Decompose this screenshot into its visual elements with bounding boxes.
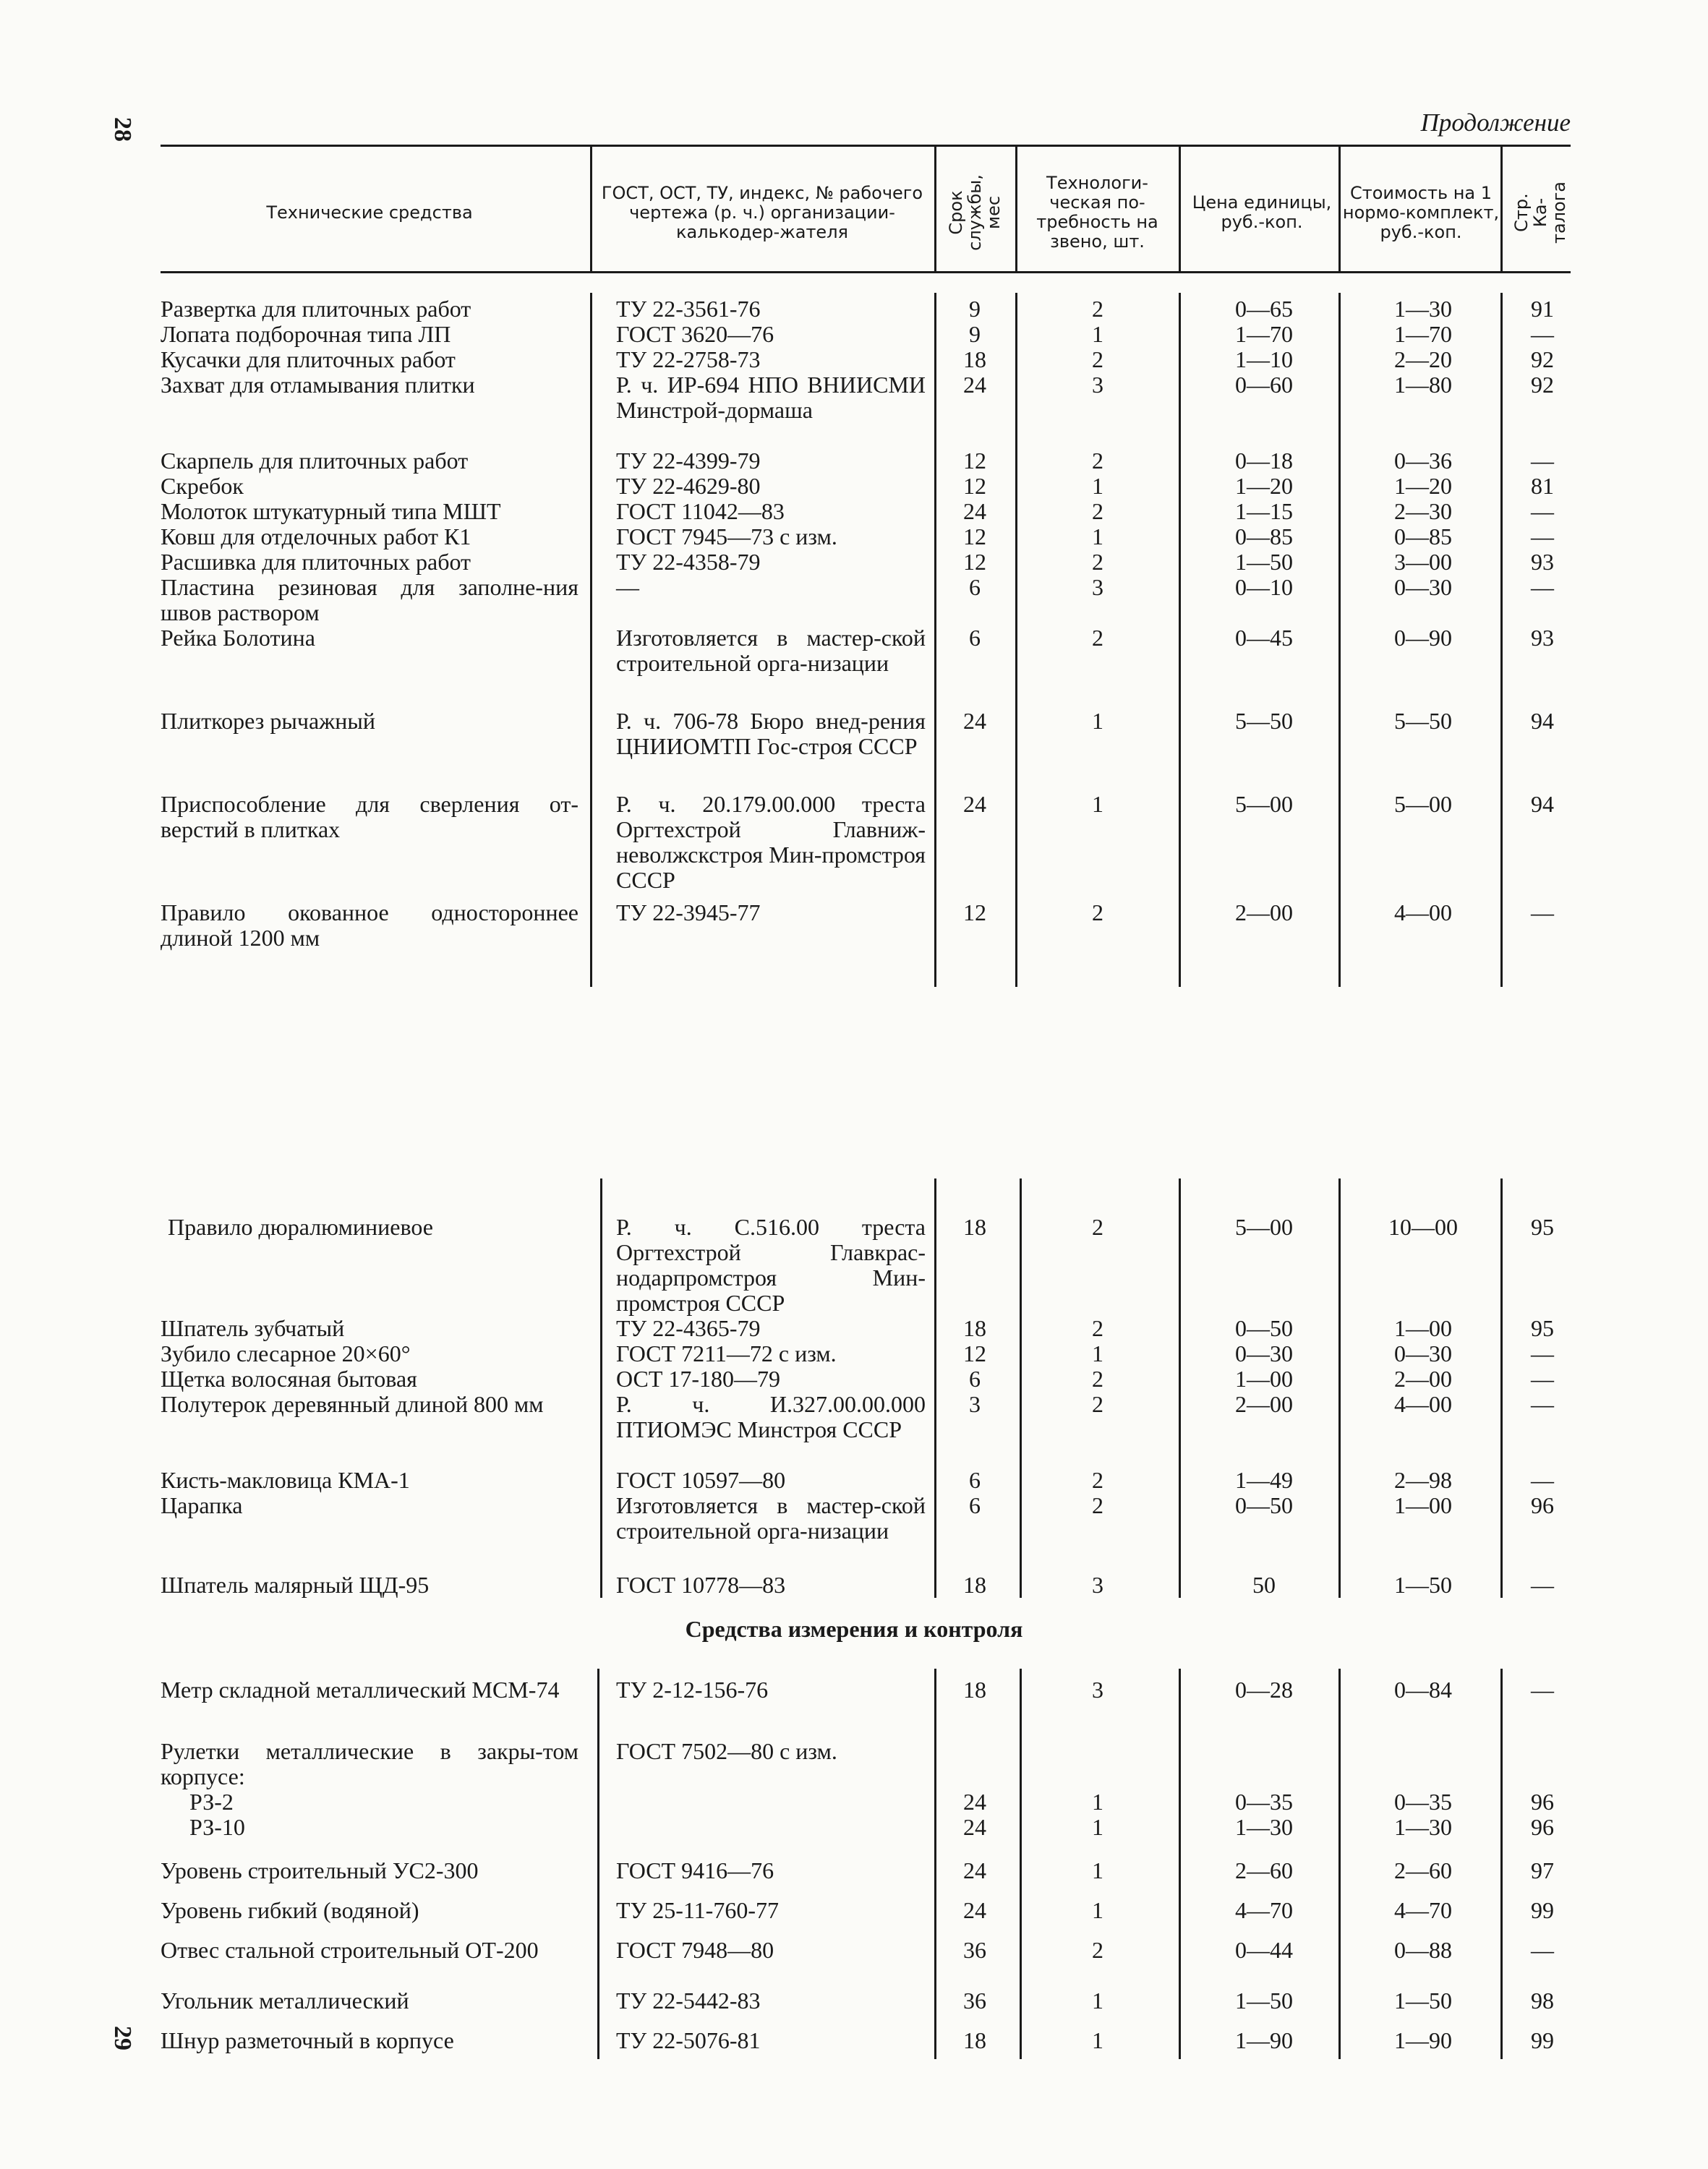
row-price: 1—49 xyxy=(1235,1467,1293,1493)
row-gost: ТУ 22-3561-76 xyxy=(616,296,761,322)
col-sep xyxy=(1338,1669,1341,2059)
row-name: РЗ-10 xyxy=(189,1814,245,1840)
row-price: 0—44 xyxy=(1235,1937,1293,1963)
row-name: Шпатель зубчатый xyxy=(161,1315,345,1341)
row-price: 0—60 xyxy=(1235,372,1293,398)
row-name: Шпатель малярный ЩД-95 xyxy=(161,1572,430,1598)
row-life: 9 xyxy=(969,296,981,322)
row-gost: — xyxy=(616,574,639,600)
row-gost: ТУ 22-4365-79 xyxy=(616,1315,761,1341)
row-price: 0—10 xyxy=(1235,574,1293,600)
row-need: 2 xyxy=(1092,498,1103,524)
row-page: 96 xyxy=(1531,1492,1554,1518)
row-name: Угольник металлический xyxy=(161,1988,409,2014)
row-page: 94 xyxy=(1531,708,1554,734)
row-page: 92 xyxy=(1531,372,1554,398)
row-page: 97 xyxy=(1531,1857,1554,1883)
row-gost: ТУ 22-2758-73 xyxy=(616,346,761,372)
row-name: Развертка для плиточных работ xyxy=(161,296,471,322)
row-page: 99 xyxy=(1531,2027,1554,2053)
row-price: 2—00 xyxy=(1235,899,1293,925)
row-page: 81 xyxy=(1531,473,1554,499)
row-name: Рейка Болотина xyxy=(161,625,315,651)
row-page: — xyxy=(1531,448,1554,474)
row-price: 50 xyxy=(1252,1572,1276,1598)
row-name: Шнур разметочный в корпусе xyxy=(161,2027,454,2053)
row-life: 18 xyxy=(963,2027,986,2053)
row-need: 1 xyxy=(1092,523,1103,549)
row-gost: Р. ч. 706-78 Бюро внед-рения ЦНИИОМТП Гос-строя СССР xyxy=(616,708,926,759)
row-gost: ГОСТ 7948—80 xyxy=(616,1937,774,1963)
section-title-measurement: Средства измерения и контроля xyxy=(685,1616,1023,1642)
col-sep xyxy=(934,293,936,987)
row-name: Уровень гибкий (водяной) xyxy=(161,1897,419,1923)
row-need: 1 xyxy=(1092,1814,1103,1840)
row-cost: 1—20 xyxy=(1394,473,1452,499)
row-life: 6 xyxy=(969,1467,981,1493)
row-price: 1—50 xyxy=(1235,1988,1293,2014)
col-sep xyxy=(934,1178,936,1598)
row-gost: ТУ 22-5442-83 xyxy=(616,1988,761,2014)
row-need: 2 xyxy=(1092,1315,1103,1341)
col-sep xyxy=(934,147,936,271)
row-cost: 1—30 xyxy=(1394,296,1452,322)
row-need: 2 xyxy=(1092,1391,1103,1417)
row-page: — xyxy=(1531,1340,1554,1366)
row-price: 1—10 xyxy=(1235,346,1293,372)
row-cost: 4—00 xyxy=(1394,899,1452,925)
row-need: 2 xyxy=(1092,1467,1103,1493)
col-sep xyxy=(1179,1669,1181,2059)
row-gost: ТУ 22-4399-79 xyxy=(616,448,761,474)
row-page: 93 xyxy=(1531,625,1554,651)
row-price: 0—45 xyxy=(1235,625,1293,651)
row-name: Полутерок деревянный длиной 800 мм xyxy=(161,1391,544,1417)
row-gost: ГОСТ 7211—72 с изм. xyxy=(616,1340,837,1366)
row-page: — xyxy=(1531,321,1554,347)
row-price: 5—00 xyxy=(1235,1214,1293,1240)
row-gost: ТУ 22-4358-79 xyxy=(616,549,761,575)
row-price: 1—00 xyxy=(1235,1366,1293,1392)
row-life: 24 xyxy=(963,1814,986,1840)
row-life: 24 xyxy=(963,791,986,817)
row-life: 18 xyxy=(963,1214,986,1240)
row-name: Царапка xyxy=(161,1492,243,1518)
row-cost: 5—50 xyxy=(1394,708,1452,734)
row-cost: 5—00 xyxy=(1394,791,1452,817)
row-price: 1—90 xyxy=(1235,2027,1293,2053)
row-price: 0—65 xyxy=(1235,296,1293,322)
row-name: Скарпель для плиточных работ xyxy=(161,448,469,474)
row-page: 95 xyxy=(1531,1214,1554,1240)
row-price: 2—60 xyxy=(1235,1857,1293,1883)
row-cost: 0—85 xyxy=(1394,523,1452,549)
row-life: 12 xyxy=(963,523,986,549)
col-sep xyxy=(1500,293,1503,987)
row-page: 95 xyxy=(1531,1315,1554,1341)
header-price: Цена единицы, руб.-коп. xyxy=(1192,192,1332,232)
page-number-bottom: 29 xyxy=(109,2026,136,2050)
row-gost: Р. ч. ИР-694 НПО ВНИИСМИ Минстрой-дормаша xyxy=(616,372,926,423)
row-cost: 0—35 xyxy=(1394,1789,1452,1815)
row-cost: 1—80 xyxy=(1394,372,1452,398)
row-page: 93 xyxy=(1531,549,1554,575)
row-gost: ГОСТ 7502—80 с изм. xyxy=(616,1738,837,1764)
col-sep xyxy=(600,1178,602,1598)
row-name: Захват для отламывания плитки xyxy=(161,372,475,398)
row-name: РЗ-2 xyxy=(189,1789,234,1815)
row-life: 12 xyxy=(963,899,986,925)
header-life: Срок службы, мес xyxy=(946,174,1004,251)
row-page: 92 xyxy=(1531,346,1554,372)
row-cost: 2—60 xyxy=(1394,1857,1452,1883)
row-need: 2 xyxy=(1092,1366,1103,1392)
row-name: Щетка волосяная бытовая xyxy=(161,1366,417,1392)
col-sep xyxy=(590,147,592,271)
row-name: Лопата подборочная типа ЛП xyxy=(161,321,451,347)
header-page: Стр. Ка-талога xyxy=(1511,181,1569,244)
row-price: 0—50 xyxy=(1235,1315,1293,1341)
row-need: 3 xyxy=(1092,574,1103,600)
col-sep xyxy=(1500,1669,1503,2059)
row-price: 0—35 xyxy=(1235,1789,1293,1815)
row-gost: ГОСТ 11042—83 xyxy=(616,498,785,524)
row-page: 94 xyxy=(1531,791,1554,817)
row-page: 96 xyxy=(1531,1789,1554,1815)
row-price: 1—50 xyxy=(1235,549,1293,575)
row-gost: ТУ 22-4629-80 xyxy=(616,473,761,499)
row-life: 24 xyxy=(963,372,986,398)
row-need: 1 xyxy=(1092,1897,1103,1923)
col-sep xyxy=(1179,147,1181,271)
row-cost: 4—00 xyxy=(1394,1391,1452,1417)
row-price: 0—18 xyxy=(1235,448,1293,474)
row-page: — xyxy=(1531,899,1554,925)
row-name: Ковш для отделочных работ К1 xyxy=(161,523,471,549)
row-gost: ГОСТ 3620—76 xyxy=(616,321,774,347)
row-cost: 1—50 xyxy=(1394,1988,1452,2014)
row-gost: ОСТ 17-180—79 xyxy=(616,1366,781,1392)
row-cost: 0—30 xyxy=(1394,574,1452,600)
row-name: Правило дюралюминиевое xyxy=(168,1214,433,1240)
row-need: 2 xyxy=(1092,1214,1103,1240)
row-name: Приспособление для сверления от-верстий в плитках xyxy=(161,791,578,842)
row-name: Плиткорез рычажный xyxy=(161,708,375,734)
col-sep xyxy=(1020,1178,1022,1598)
row-cost: 10—00 xyxy=(1388,1214,1458,1240)
row-name: Кусачки для плиточных работ xyxy=(161,346,456,372)
row-life: 6 xyxy=(969,625,981,651)
page-number-top: 28 xyxy=(109,117,136,142)
col-sep xyxy=(1179,1178,1181,1598)
row-gost: Изготовляется в мастер-ской строительной орга-низации xyxy=(616,625,926,676)
row-gost: ГОСТ 9416—76 xyxy=(616,1857,774,1883)
col-sep xyxy=(1500,1178,1503,1598)
row-cost: 1—90 xyxy=(1394,2027,1452,2053)
row-price: 0—50 xyxy=(1235,1492,1293,1518)
row-life: 6 xyxy=(969,1492,981,1518)
row-need: 1 xyxy=(1092,1988,1103,2014)
row-gost: ТУ 25-11-760-77 xyxy=(616,1897,779,1923)
row-need: 1 xyxy=(1092,791,1103,817)
row-cost: 2—30 xyxy=(1394,498,1452,524)
row-page: 96 xyxy=(1531,1814,1554,1840)
row-life: 12 xyxy=(963,448,986,474)
row-price: 2—00 xyxy=(1235,1391,1293,1417)
row-need: 1 xyxy=(1092,2027,1103,2053)
row-need: 1 xyxy=(1092,321,1103,347)
row-life: 24 xyxy=(963,1897,986,1923)
row-life: 18 xyxy=(963,1315,986,1341)
row-need: 1 xyxy=(1092,1789,1103,1815)
row-life: 24 xyxy=(963,1857,986,1883)
row-page: — xyxy=(1531,1391,1554,1417)
row-page: — xyxy=(1531,498,1554,524)
row-name: Правило окованное одностороннее длиной 1200 мм xyxy=(161,899,578,951)
col-sep xyxy=(597,1669,599,2059)
row-page: 91 xyxy=(1531,296,1554,322)
header-bottom-rule xyxy=(161,271,1571,273)
row-gost: ТУ 2-12-156-76 xyxy=(616,1677,769,1703)
row-cost: 1—00 xyxy=(1394,1315,1452,1341)
row-need: 2 xyxy=(1092,1937,1103,1963)
row-cost: 0—88 xyxy=(1394,1937,1452,1963)
row-gost: Р. ч. С.516.00 треста Оргтехстрой Главкрас-нодарпромстроя Мин-промстроя СССР xyxy=(616,1214,926,1316)
row-gost: Изготовляется в мастер-ской строительной орга-низации xyxy=(616,1492,926,1544)
row-gost: ГОСТ 10778—83 xyxy=(616,1572,786,1598)
row-need: 2 xyxy=(1092,625,1103,651)
col-sep xyxy=(590,293,592,987)
row-gost: ТУ 22-3945-77 xyxy=(616,899,761,925)
row-need: 2 xyxy=(1092,296,1103,322)
row-cost: 1—00 xyxy=(1394,1492,1452,1518)
row-need: 1 xyxy=(1092,1340,1103,1366)
col-sep xyxy=(1338,147,1341,271)
row-gost: ГОСТ 10597—80 xyxy=(616,1467,786,1493)
row-page: — xyxy=(1531,1467,1554,1493)
row-price: 1—70 xyxy=(1235,321,1293,347)
continuation-label: Продолжение xyxy=(1420,108,1571,137)
row-life: 24 xyxy=(963,708,986,734)
row-life: 18 xyxy=(963,346,986,372)
row-cost: 3—00 xyxy=(1394,549,1452,575)
row-cost: 0—90 xyxy=(1394,625,1452,651)
row-life: 36 xyxy=(963,1937,986,1963)
header-gost: ГОСТ, ОСТ, ТУ, индекс, № рабочего чертежа (р. ч.) организации-калькодер-жателя xyxy=(601,182,923,242)
row-life: 12 xyxy=(963,549,986,575)
row-cost: 1—70 xyxy=(1394,321,1452,347)
table-top-rule xyxy=(161,145,1571,147)
header-tools: Технические средства xyxy=(266,202,473,223)
row-gost: ТУ 22-5076-81 xyxy=(616,2027,761,2053)
row-life: 9 xyxy=(969,321,981,347)
row-cost: 4—70 xyxy=(1394,1897,1452,1923)
row-gost: ГОСТ 7945—73 с изм. xyxy=(616,523,837,549)
header-need: Технологи-ческая по-требность на звено, шт. xyxy=(1036,173,1158,252)
row-need: 1 xyxy=(1092,473,1103,499)
row-need: 2 xyxy=(1092,346,1103,372)
row-price: 1—30 xyxy=(1235,1814,1293,1840)
header-cost: Стоимость на 1 нормо-комплект, руб.-коп. xyxy=(1342,182,1500,242)
row-life: 24 xyxy=(963,498,986,524)
col-sep xyxy=(934,1669,936,2059)
row-page: — xyxy=(1531,523,1554,549)
row-price: 5—50 xyxy=(1235,708,1293,734)
row-price: 1—20 xyxy=(1235,473,1293,499)
col-sep xyxy=(1020,1669,1022,2059)
row-need: 3 xyxy=(1092,1572,1103,1598)
row-life: 3 xyxy=(969,1391,981,1417)
row-page: 99 xyxy=(1531,1897,1554,1923)
row-gost: Р. ч. 20.179.00.000 треста Оргтехстрой Главниж-неволжскстроя Мин-промстроя СССР xyxy=(616,791,926,893)
row-life: 6 xyxy=(969,1366,981,1392)
row-life: 18 xyxy=(963,1677,986,1703)
row-need: 1 xyxy=(1092,1857,1103,1883)
row-page: — xyxy=(1531,1572,1554,1598)
row-life: 36 xyxy=(963,1988,986,2014)
row-page: — xyxy=(1531,1677,1554,1703)
row-need: 2 xyxy=(1092,448,1103,474)
row-price: 1—15 xyxy=(1235,498,1293,524)
row-name: Расшивка для плиточных работ xyxy=(161,549,471,575)
row-cost: 2—98 xyxy=(1394,1467,1452,1493)
row-cost: 2—00 xyxy=(1394,1366,1452,1392)
row-page: 98 xyxy=(1531,1988,1554,2014)
row-need: 2 xyxy=(1092,1492,1103,1518)
row-cost: 2—20 xyxy=(1394,346,1452,372)
col-sep xyxy=(1179,293,1181,987)
col-sep xyxy=(1338,293,1341,987)
row-name: Рулетки металлические в закры-том корпусе: xyxy=(161,1738,578,1789)
row-name: Пластина резиновая для заполне-ния швов раствором xyxy=(161,574,578,625)
row-name: Уровень строительный УС2-300 xyxy=(161,1857,479,1883)
row-cost: 1—50 xyxy=(1394,1572,1452,1598)
col-sep xyxy=(1015,147,1017,271)
row-page: — xyxy=(1531,1366,1554,1392)
row-life: 6 xyxy=(969,574,981,600)
row-need: 2 xyxy=(1092,549,1103,575)
row-name: Кисть-макловица КМА-1 xyxy=(161,1467,410,1493)
row-cost: 1—30 xyxy=(1394,1814,1452,1840)
row-need: 3 xyxy=(1092,372,1103,398)
col-sep xyxy=(1015,293,1017,987)
row-price: 0—30 xyxy=(1235,1340,1293,1366)
row-name: Метр складной металлический МСМ-74 xyxy=(161,1677,560,1703)
row-price: 4—70 xyxy=(1235,1897,1293,1923)
row-life: 12 xyxy=(963,1340,986,1366)
row-need: 1 xyxy=(1092,708,1103,734)
row-price: 0—85 xyxy=(1235,523,1293,549)
row-need: 3 xyxy=(1092,1677,1103,1703)
row-name: Зубило слесарное 20×60° xyxy=(161,1340,411,1366)
col-sep xyxy=(1338,1178,1341,1598)
row-name: Скребок xyxy=(161,473,244,499)
row-gost: Р. ч. И.327.00.00.000 ПТИОМЭС Минстроя СССР xyxy=(616,1391,926,1442)
row-price: 5—00 xyxy=(1235,791,1293,817)
row-life: 18 xyxy=(963,1572,986,1598)
row-cost: 0—30 xyxy=(1394,1340,1452,1366)
row-name: Молоток штукатурный типа МШТ xyxy=(161,498,501,524)
row-name: Отвес стальной строительный ОТ-200 xyxy=(161,1937,539,1963)
row-page: — xyxy=(1531,574,1554,600)
row-life: 24 xyxy=(963,1789,986,1815)
row-page: — xyxy=(1531,1937,1554,1963)
col-sep xyxy=(1500,147,1503,271)
row-need: 2 xyxy=(1092,899,1103,925)
row-life: 12 xyxy=(963,473,986,499)
row-cost: 0—36 xyxy=(1394,448,1452,474)
row-price: 0—28 xyxy=(1235,1677,1293,1703)
row-cost: 0—84 xyxy=(1394,1677,1452,1703)
